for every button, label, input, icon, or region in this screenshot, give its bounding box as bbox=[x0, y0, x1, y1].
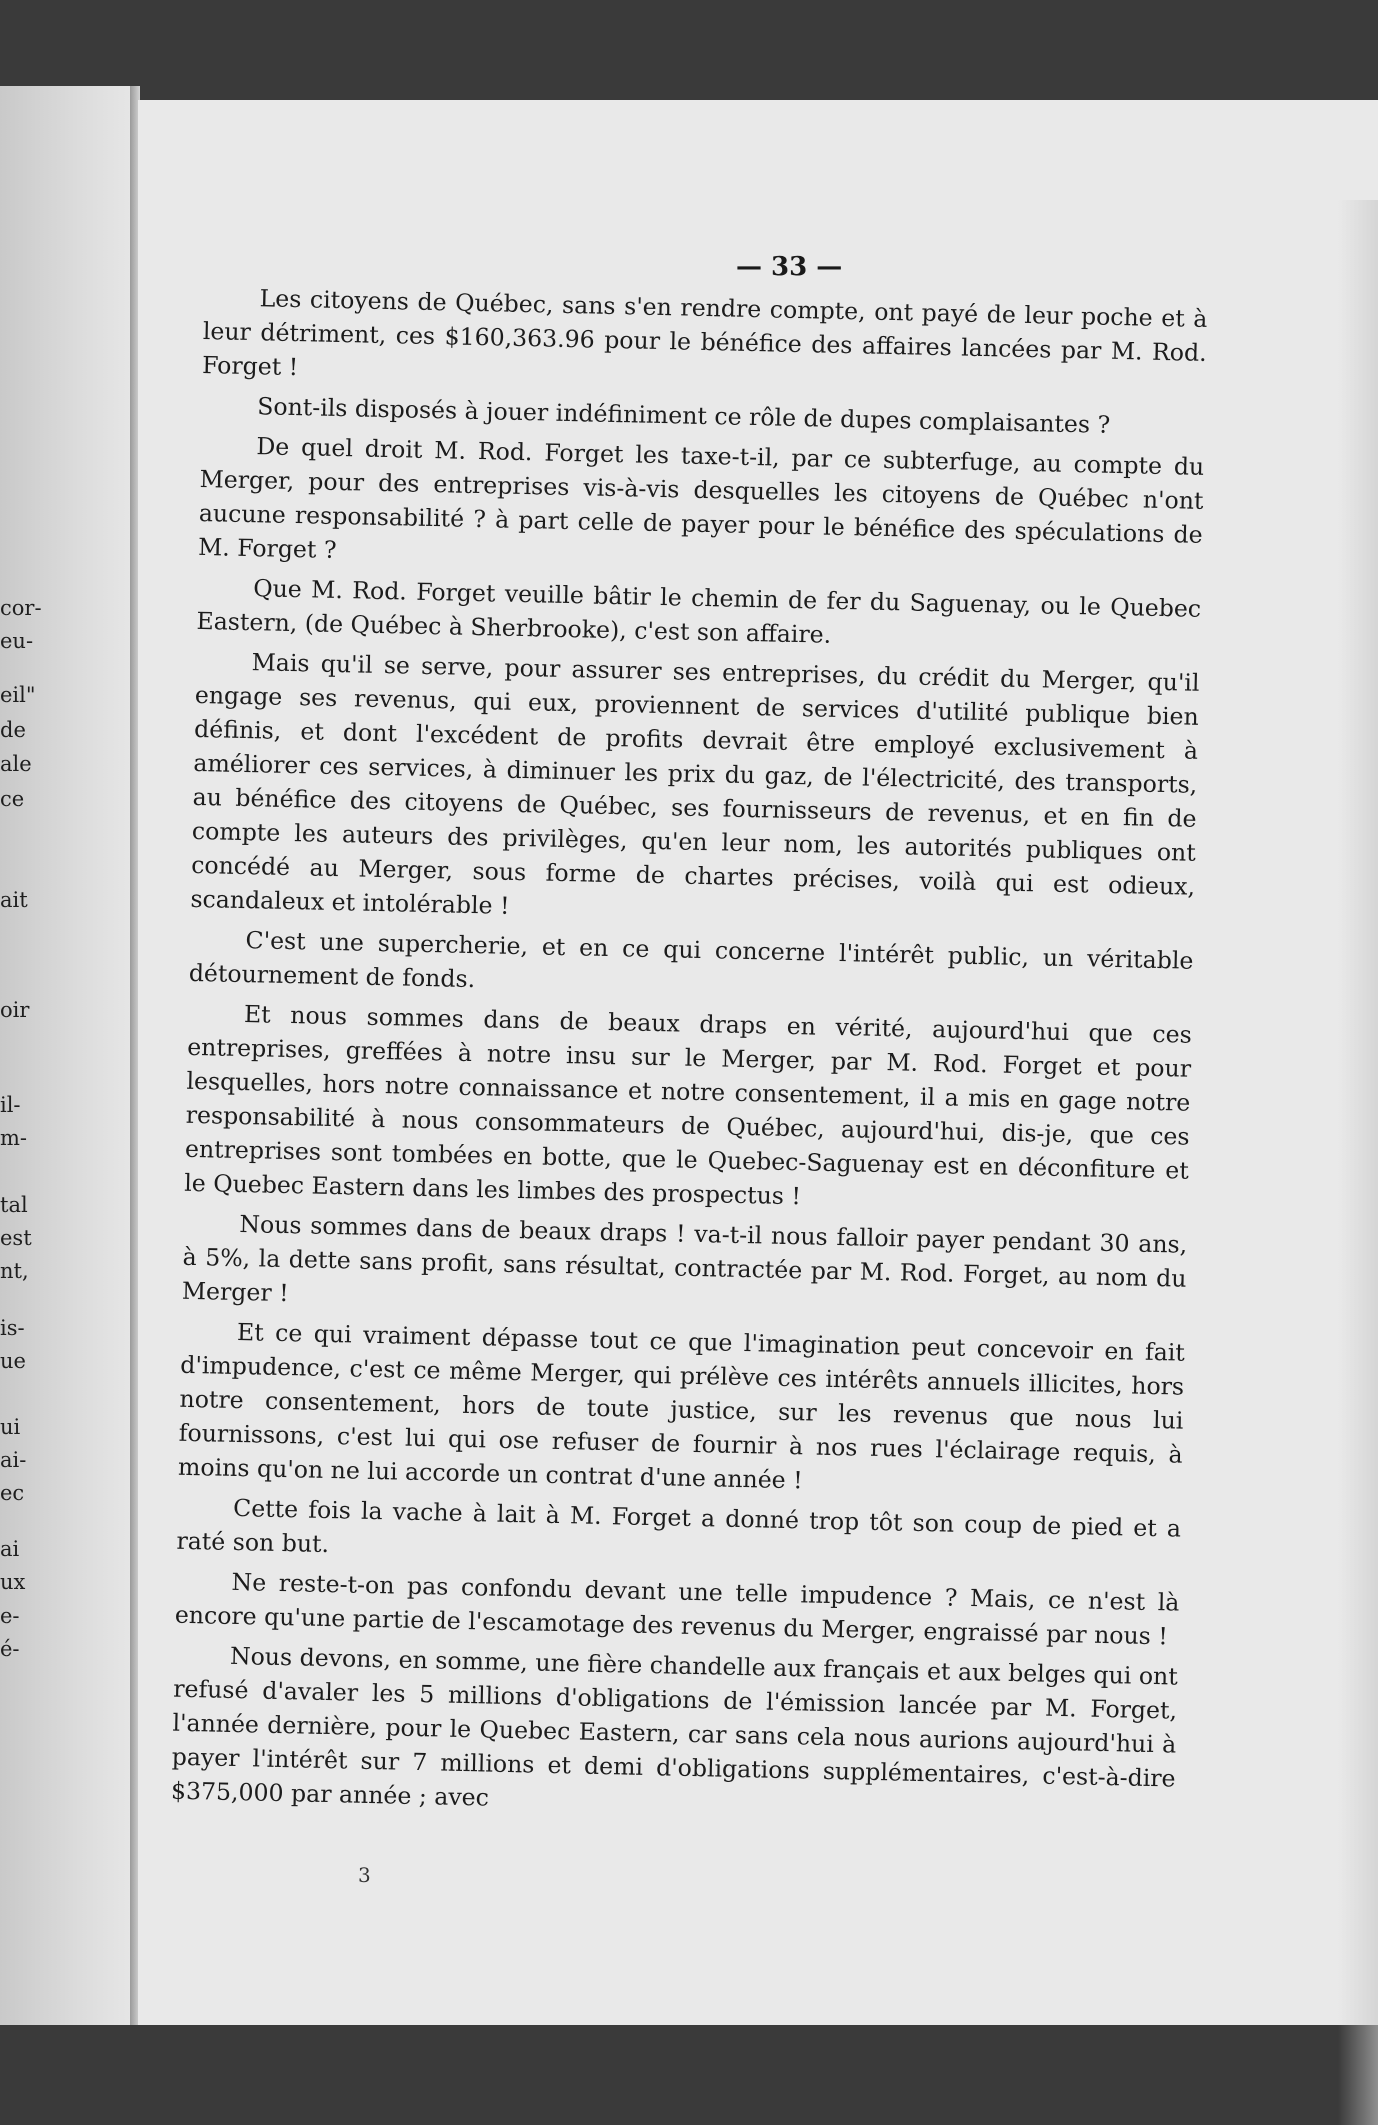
left-page-text-fragment: ale bbox=[0, 752, 32, 776]
left-page-text-fragment: ait bbox=[0, 888, 28, 912]
left-page-text-fragment: e- bbox=[0, 1604, 20, 1628]
left-page-text-fragment: é- bbox=[0, 1637, 20, 1661]
paragraph: De quel droit M. Rod. Forget les taxe-t-il, par ce subterfuge, au compte du Merger, pour des entreprises vis-à-vis desquelles les citoyens de Québec n'ont aucune responsabilité ? à part celle de payer pour le bénéfice des spéculations de M. Forget ? bbox=[197, 432, 1205, 564]
left-page-text-fragment: cor- bbox=[0, 596, 42, 620]
left-page-text-fragment: ue bbox=[0, 1349, 26, 1373]
left-page-text-fragment: m- bbox=[0, 1126, 28, 1150]
paragraph: Et ce qui vraiment dépasse tout ce que l'imagination peut concevoir en fait d'impudence, c'est ce même Merger, qui prélève ces intérêts annuels illicites, hors notre consentement, hors de toute justice, sur les revenus que nous lui fournissons, c'est lui qui ose refuser de fournir à nos rues l'éclairage requis, à moins qu'on ne lui accorde un contrat d'une année ! bbox=[177, 1317, 1186, 1495]
paragraph: Ne reste-t-on pas confondu devant une telle impudence ? Mais, ce n'est là encore qu'une partie de l'escamotage des revenus du Merger, engraissé par nous ! bbox=[174, 1567, 1180, 1651]
left-page-edge bbox=[0, 86, 132, 2025]
page-body bbox=[171, 280, 1208, 1836]
paragraph: C'est une supercherie, et en ce qui concerne l'intérêt public, un véritable détournement de fonds. bbox=[188, 926, 1194, 994]
left-page-text-fragment: eu- bbox=[0, 629, 34, 653]
left-page-text-fragment: ai bbox=[0, 1537, 20, 1561]
left-page-text-fragment: oir bbox=[0, 998, 30, 1022]
left-page-text-fragment: is- bbox=[0, 1316, 25, 1340]
left-page-text-fragment: est bbox=[0, 1226, 32, 1250]
paragraph: Que M. Rod. Forget veuille bâtir le chemin de fer du Saguenay, ou le Quebec Eastern, (de Québec à Sherbrooke), c'est son affaire. bbox=[196, 574, 1202, 649]
paragraph: Sont-ils disposés à jouer indéfiniment ce rôle de dupes complaisantes ? bbox=[256, 392, 1111, 439]
paragraph: Et nous sommes dans de beaux draps en vérité, aujourd'hui que ces entreprises, greffées à notre insu sur le Merger, par M. Rod. Forget et pour lesquelles, hors notre connaissance et notre consentement, il a mis en gage notre responsabilité à nous consommateurs de Québec, aujourd'hui, dis-je, que ces entreprises sont tombées en botte, que le Quebec-Saguenay est en déconfiture et le Quebec Eastern dans les limbes des prospectus ! bbox=[183, 1000, 1193, 1211]
paragraph: Mais qu'il se serve, pour assurer ses entreprises, du crédit du Merger, qu'il engage ses revenus, qui eux, proviennent de services d'utilité publique bien définis, et dont l'excédent de profits devrait être employé exclusivement à améliorer ces services, à diminuer les prix du gaz, de l'électricité, des transports, au bénéfice des citoyens de Québec, ses fournisseurs de revenus, et en fin de compte les auteurs des privilèges, qu'en leur nom, les autorités publiques ont concédé au Merger, sous forme de chartes précises, voilà qui est odieux, scandaleux et intolérable ! bbox=[190, 648, 1200, 920]
paragraph: Nous sommes dans de beaux draps ! va-t-il nous falloir payer pendant 30 ans, à 5%, la dette sans profit, sans résultat, contractée par M. Rod. Forget, au nom du Merger ! bbox=[181, 1210, 1188, 1308]
left-page-text-fragment: nt, bbox=[0, 1259, 29, 1283]
page-number: — 33 — bbox=[736, 252, 843, 282]
document-page bbox=[138, 100, 1378, 2025]
left-page-text-fragment: il- bbox=[0, 1093, 21, 1117]
paragraph: Cette fois la vache à lait à M. Forget a donné trop tôt son coup de pied et a raté son but. bbox=[176, 1493, 1182, 1559]
page-edge-shadow bbox=[1338, 200, 1378, 2125]
paragraph: Les citoyens de Québec, sans s'en rendre compte, ont payé de leur poche et à leur détriment, ces $160,363.96 pour le bénéfice des affaires lancées par M. Rod. Forget ! bbox=[201, 284, 1208, 382]
left-page-text-fragment: ce bbox=[0, 787, 25, 811]
left-page-text-fragment: tal bbox=[0, 1193, 28, 1217]
paragraph: Nous devons, en somme, une fière chandelle aux français et aux belges qui ont refusé d'avaler les 5 millions d'obligations de l'émission lancée par M. Forget, l'année dernière, pour le Quebec Eastern, car sans cela nous aurions aujourd'hui à payer l'intérêt sur 7 millions et demi d'obligations supplémentaires, c'est-à-dire $375,000 par année ; avec bbox=[170, 1641, 1179, 1812]
left-page-text-fragment: eil" bbox=[0, 683, 36, 707]
signature-mark: 3 bbox=[358, 1863, 371, 1887]
left-page-text-fragment: ui bbox=[0, 1415, 21, 1439]
left-page-text-fragment: ux bbox=[0, 1570, 26, 1594]
left-page-text-fragment: ai- bbox=[0, 1448, 27, 1472]
left-page-text-fragment: ec bbox=[0, 1481, 25, 1505]
left-page-text-fragment: de bbox=[0, 718, 26, 742]
